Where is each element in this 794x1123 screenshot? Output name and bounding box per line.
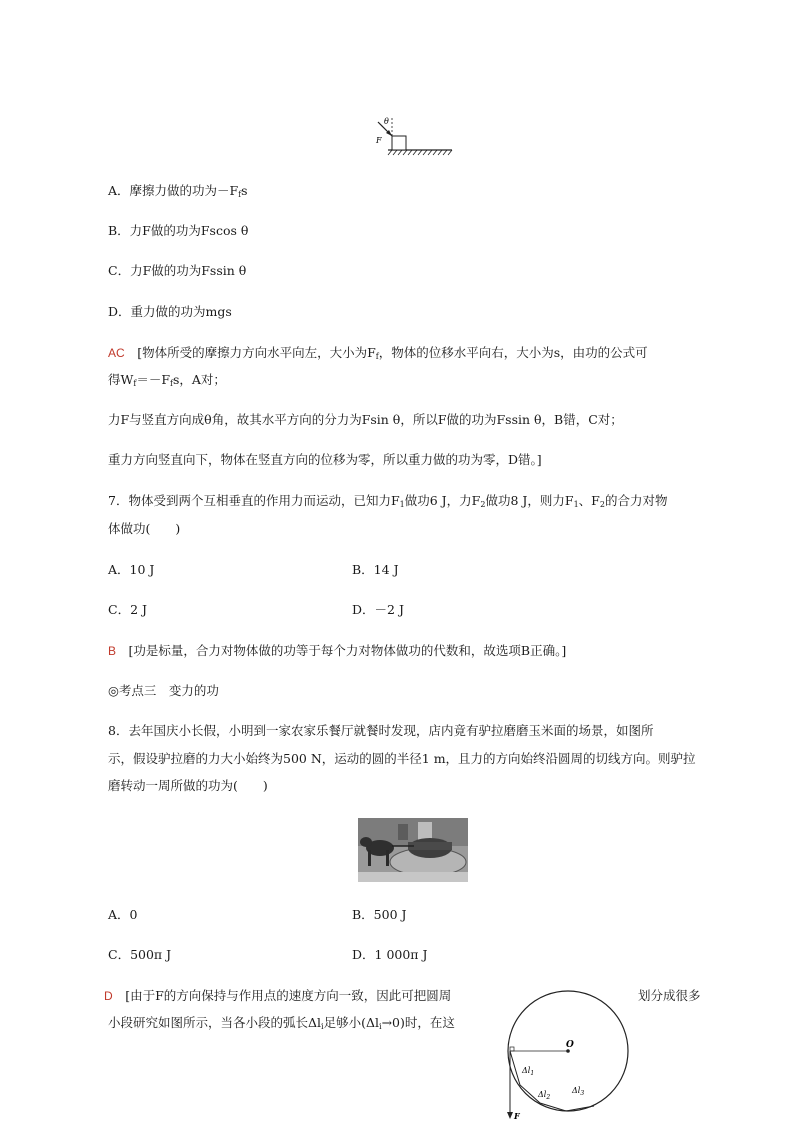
delta-l2-label: $\Delta l_2$ <box>538 1090 551 1101</box>
theta-label: θ <box>384 117 389 126</box>
q6-explanation-line2: 得$W_f=-F_fs$，A对； <box>108 372 226 388</box>
q8-explanation-line1b: 划分成很多 <box>638 988 701 1003</box>
delta-l3-label: $\Delta l_3$ <box>572 1086 585 1097</box>
q6-explanation-line1: AC [物体所受的摩擦力方向水平向左，大小为$F_f$，物体的位移水平向右，大小为s，由功的公式可 <box>108 345 648 361</box>
q6-explanation-line4: 重力方向竖直向下，物体在竖直方向的位移为零，所以重力做的功为零，D错。] <box>108 452 542 467</box>
q6-option-b: B．力F做的功为Fscos θ <box>108 223 249 238</box>
q8-option-d: D．1 000π J <box>352 947 428 962</box>
q8-option-b: B．500 J <box>352 907 407 922</box>
q8-option-a: A．0 <box>108 907 138 922</box>
q8-answer: D <box>104 989 113 1003</box>
q6-answer: AC <box>108 346 125 360</box>
donkey-millstone-photo <box>358 818 468 882</box>
center-label: O <box>566 1040 574 1050</box>
q8-option-c: C．500π J <box>108 947 172 962</box>
q8-stem-line2: 示，假设驴拉磨的力大小始终为500 N，运动的圆的半径1 m，且力的方向始终沿圆周的切线方向。则驴拉 <box>108 751 696 766</box>
q7-stem-line1: 7．物体受到两个互相垂直的作用力而运动，已知力$F_1$做功6 J，力$F_2$做功8 J，则力$F_1$、$F_2$的合力对物 <box>108 493 668 509</box>
q7-option-b: B．14 J <box>352 562 399 577</box>
q8-explanation-line1a: D [由于F的方向保持与作用点的速度方向一致，因此可把圆周 <box>104 988 452 1003</box>
delta-l1-label: $\Delta l_1$ <box>522 1066 535 1077</box>
q7-answer: B <box>108 644 117 658</box>
q7-option-d: D．－2 J <box>352 602 404 617</box>
q7-explanation: B [功是标量，合力对物体做的功等于每个力对物体做功的代数和，故选项B正确。] <box>108 643 567 658</box>
q8-stem-line3: 磨转动一周所做的功为( ) <box>108 778 268 793</box>
q7-option-a: A．10 J <box>108 562 155 577</box>
q8-explanation-line2: 小段研究如图所示，当各小段的弧长$\Delta l_i$足够小$(\Delta l_i\to 0)$时，在这 <box>108 1015 455 1031</box>
q6-option-a: A．摩擦力做的功为$-F_fs$ <box>108 183 248 199</box>
q6-explanation-line3: 力F与竖直方向成θ角，故其水平方向的分力为Fsin θ，所以F做的功为Fssin θ，B错，C对； <box>108 412 623 427</box>
q8-stem-line1: 8．去年国庆小长假，小明到一家农家乐餐厅就餐时发现，店内竟有驴拉磨磨玉米面的场景，如图所 <box>108 723 654 738</box>
q7-option-c: C．2 J <box>108 602 148 617</box>
force-diagram-figure <box>370 110 460 158</box>
force-label: F <box>376 136 382 145</box>
q6-option-d: D．重力做的功为mgs <box>108 304 232 319</box>
q7-stem-line2: 体做功( ) <box>108 521 181 536</box>
force-f-label: F <box>514 1111 520 1121</box>
q6-option-c: C．力F做的功为Fssin θ <box>108 263 247 278</box>
section-heading: ◎考点三 变力的功 <box>108 683 219 698</box>
circle-arc-figure <box>496 985 636 1123</box>
